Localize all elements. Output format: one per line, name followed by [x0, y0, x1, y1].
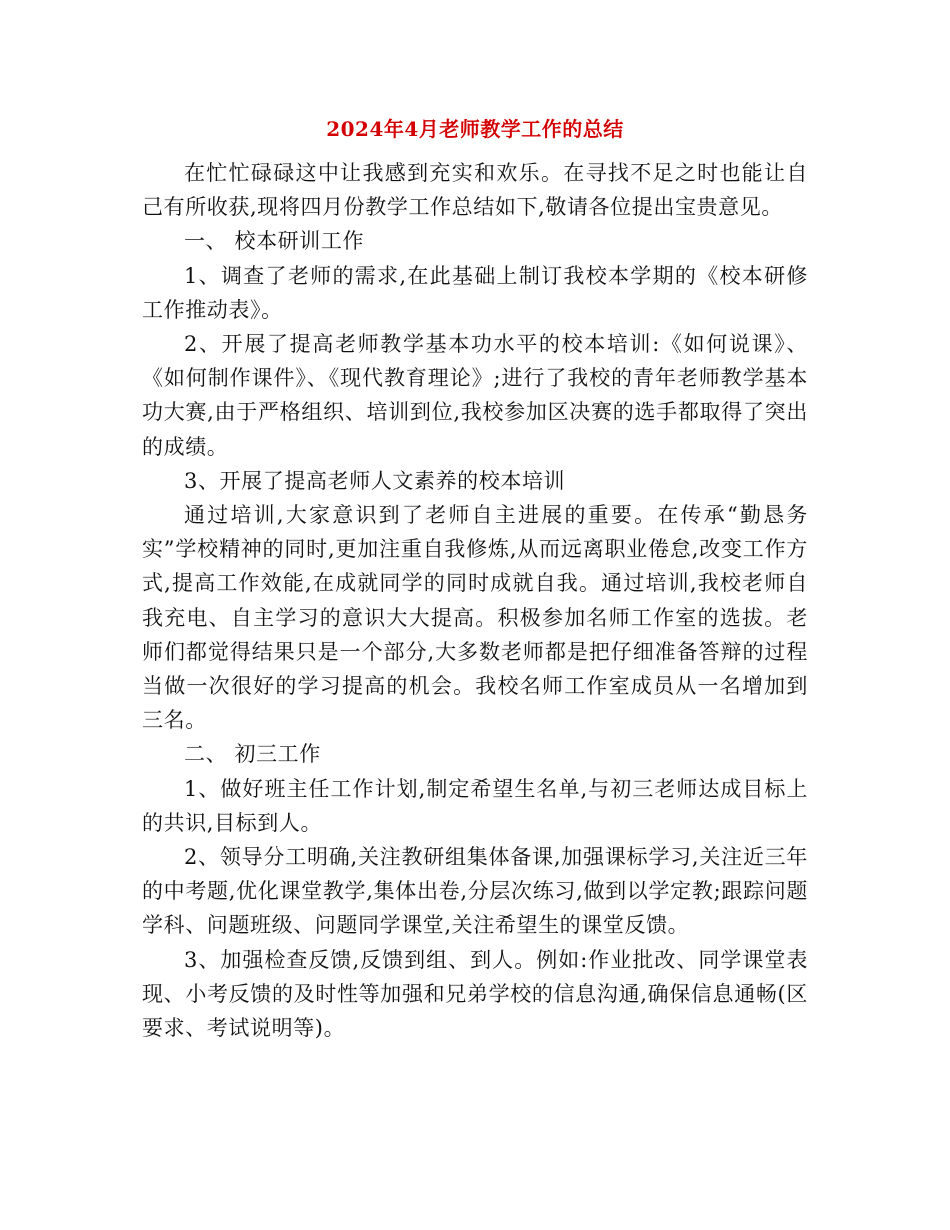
paragraph-intro: 在忙忙碌碌这中让我感到充实和欢乐。在寻找不足之时也能让自己有所收获,现将四月份教学工作总结如下,敬请各位提出宝贵意见。: [142, 161, 808, 220]
document-title: 2024年4月老师教学工作的总结: [326, 117, 624, 141]
paragraph-1-3: 3、开展了提高老师人文素养的校本培训: [184, 468, 566, 493]
paragraph-2-1: 1、做好班主任工作计划,制定希望生名单,与初三老师达成目标上的共识,目标到人。: [142, 776, 808, 835]
section-heading-2: 二、 初三工作: [184, 742, 321, 767]
paragraph-1-2: 2、开展了提高老师教学基本功水平的校本培训:《如何说课》、《如何制作课件》、《现代教育理论》;进行了我校的青年老师教学基本功大赛,由于严格组织、培训到位,我校参加区决赛的选手都取得了突出的成绩。: [142, 332, 808, 459]
paragraph-2-3: 3、加强检查反馈,反馈到组、到人。例如:作业批改、同学课堂表现、小考反馈的及时性等加强和兄弟学校的信息沟通,确保信息通畅(区要求、考试说明等)。: [142, 947, 808, 1041]
document-body: [142, 156, 808, 1045]
paragraph-2-2: 2、领导分工明确,关注教研组集体备课,加强课标学习,关注近三年的中考题,优化课堂教学,集体出卷,分层次练习,做到以学定教;跟踪问题学科、问题班级、问题同学课堂,关注希望生的课堂反馈。: [142, 845, 808, 938]
section-heading-1: 一、 校本研训工作: [184, 229, 365, 254]
paragraph-1-1: 1、调查了老师的需求,在此基础上制订我校本学期的《校本研修工作推动表》。: [142, 263, 808, 322]
paragraph-1-3-detail: 通过培训,大家意识到了老师自主进展的重要。在传承“勤恳务实”学校精神的同时,更加注重自我修炼,从而远离职业倦怠,改变工作方式,提高工作效能,在成就同学的同时成就自我。通过培训,我校老师自我充电、自主学习的意识大大提高。积极参加名师工作室的选拔。老师们都觉得结果只是一个部分,大多数老师都是把仔细准备答辩的过程当做一次很好的学习提高的机会。我校名师工作室成员从一名增加到三名。: [142, 503, 808, 733]
